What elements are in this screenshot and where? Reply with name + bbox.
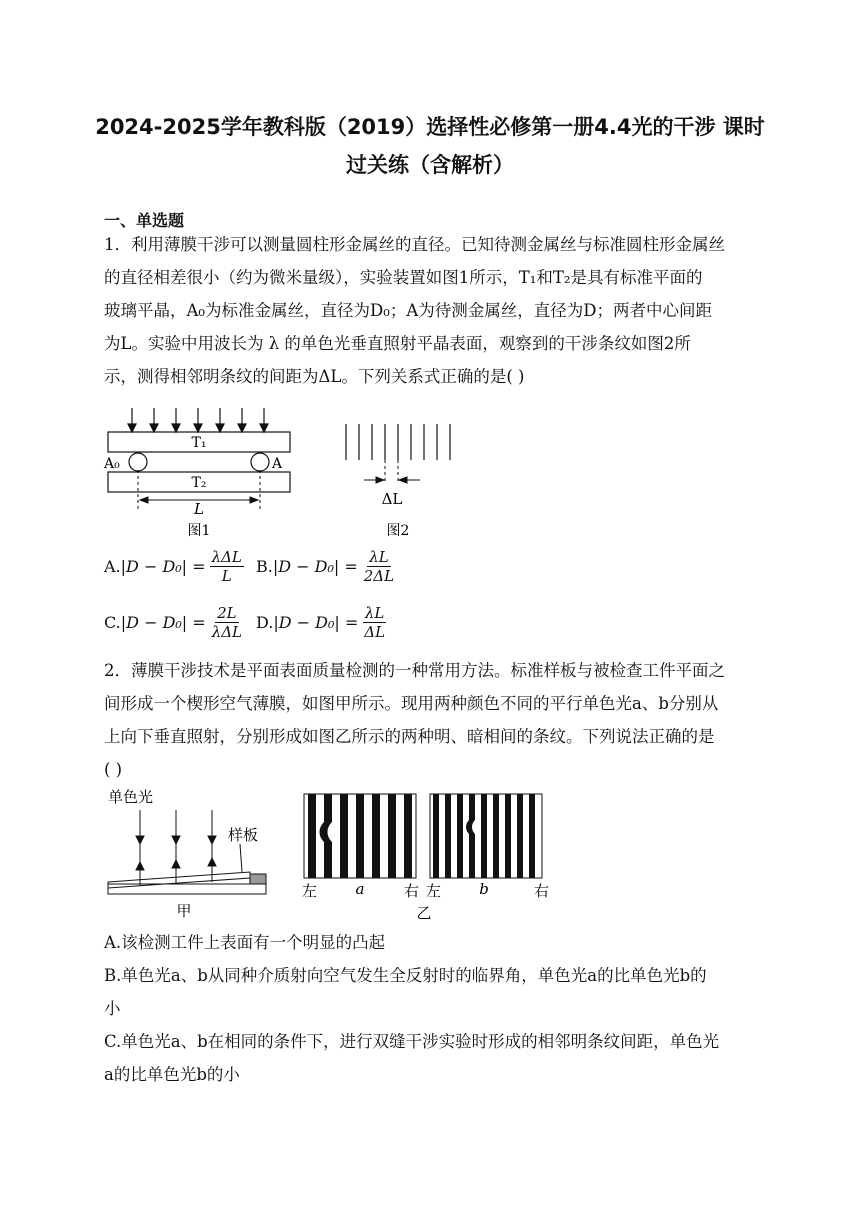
- label-left-a: 左: [302, 882, 318, 900]
- option-letter: B.: [256, 557, 273, 576]
- label-a: a: [355, 880, 365, 898]
- workpiece: [108, 884, 266, 894]
- q2-line: 间形成一个楔形空气薄膜，如图甲所示。现用两种颜色不同的平行单色光a、b分别从: [104, 694, 719, 713]
- q2-option-b-cont: 小: [104, 999, 121, 1018]
- q2-line: ( ): [104, 760, 123, 779]
- q2-option-c[interactable]: C.单色光a、b在相同的条件下，进行双缝干涉实验时形成的相邻明条纹间距，单色光: [104, 1032, 720, 1051]
- fringe-lines: [346, 424, 450, 460]
- q1-option-d[interactable]: [256, 604, 387, 641]
- label-sample-plate: 样板: [228, 826, 259, 844]
- label-a0: A₀: [104, 456, 120, 472]
- q2-option-c-cont: a的比单色光b的小: [104, 1065, 240, 1084]
- option-fraction: [362, 548, 396, 585]
- spacing-arrows: [364, 477, 420, 483]
- figure-1-diagram: [100, 402, 300, 542]
- q1-line: 为L。实验中用波长为 λ 的单色光垂直照射平晶表面，观察到的干涉条纹如图2所: [104, 334, 691, 353]
- option-lhs: |D − D₀| =: [120, 613, 206, 632]
- option-fraction: [210, 604, 244, 641]
- q1-option-a[interactable]: [104, 548, 244, 585]
- incident-light-arrows: [128, 408, 268, 432]
- section-heading: 一、单选题: [104, 211, 185, 230]
- spacer: [250, 874, 266, 884]
- fraction-numerator: λL: [369, 548, 389, 566]
- label-delta-l: ΔL: [381, 490, 403, 508]
- light-arrows: [136, 810, 216, 886]
- figure-2-caption: 图2: [386, 523, 410, 539]
- q1-option-c[interactable]: [104, 604, 244, 641]
- label-a: A: [272, 456, 283, 472]
- fraction-denominator: ΔL: [364, 623, 386, 641]
- title-line-2: 过关练（含解析）: [346, 153, 514, 177]
- q1-line: 玻璃平晶，A₀为标准金属丝，直径为D₀；A为待测金属丝，直径为D；两者中心间距: [104, 301, 713, 320]
- question-2-text: [104, 654, 756, 786]
- wire-a0: [129, 453, 147, 471]
- sample-plate: [108, 872, 250, 888]
- label-right-a: 右: [404, 882, 420, 900]
- option-letter: A.: [104, 557, 121, 576]
- label-t1: T₁: [191, 435, 207, 451]
- q2-option-a[interactable]: A.该检测工件上表面有一个明显的凸起: [104, 933, 386, 952]
- wire-a: [251, 453, 269, 471]
- figure-1-caption: 图1: [187, 523, 211, 539]
- fraction-denominator: L: [221, 567, 232, 585]
- option-fraction: [210, 548, 244, 585]
- title-line-1: 2024-2025学年教科版（2019）选择性必修第一册4.4光的干涉 课时: [95, 115, 765, 139]
- q2-option-b[interactable]: B.单色光a、b从同种介质射向空气发生全反射时的临界角，单色光a的比单色光b的: [104, 966, 707, 985]
- label-l: L: [194, 500, 204, 518]
- fringes-b: [433, 794, 535, 878]
- q1-line: 的直径相差很小（约为微米量级），实验装置如图1所示，T₁和T₂是具有标准平面的: [104, 268, 703, 287]
- fraction-numerator: λΔL: [211, 548, 242, 566]
- q1-line: 1．利用薄膜干涉可以测量圆柱形金属丝的直径。已知待测金属丝与标准圆柱形金属丝: [104, 235, 725, 254]
- q2-options: [104, 926, 756, 1091]
- label-b: b: [479, 880, 489, 898]
- q2-line: 2．薄膜干涉技术是平面表面质量检测的一种常用方法。标准样板与被检查工件平面之: [104, 661, 725, 680]
- fraction-denominator: 2ΔL: [363, 567, 395, 585]
- fraction-denominator: λΔL: [211, 623, 242, 641]
- label-monochromatic-light: 单色光: [108, 788, 154, 806]
- q2-line: 上向下垂直照射，分别形成如图乙所示的两种明、暗相间的条纹。下列说法正确的是: [104, 727, 715, 746]
- fraction-numerator: 2L: [217, 604, 237, 622]
- q1-option-b[interactable]: [256, 548, 396, 585]
- option-letter: C.: [104, 613, 121, 632]
- plate-pointer: [240, 844, 242, 872]
- label-t2: T₂: [191, 475, 207, 491]
- option-lhs: |D − D₀| =: [120, 557, 206, 576]
- question-1-text: [104, 228, 756, 393]
- fraction-numerator: λL: [364, 604, 385, 622]
- figure-yi-fringes: [296, 790, 556, 922]
- figure-jia-wedge: [100, 784, 280, 922]
- figure-yi-caption: 乙: [416, 904, 432, 922]
- label-right-b: 右: [534, 882, 550, 900]
- figure-2-fringes: [338, 420, 468, 542]
- option-letter: D.: [256, 613, 274, 632]
- figure-jia-caption: 甲: [176, 902, 192, 920]
- option-fraction: [362, 604, 387, 641]
- document-title: [80, 108, 780, 184]
- q1-line: 示，测得相邻明条纹的间距为ΔL。下列关系式正确的是( ): [104, 367, 525, 386]
- label-left-b: 左: [426, 882, 442, 900]
- option-lhs: |D − D₀| =: [273, 613, 359, 632]
- option-lhs: |D − D₀| =: [272, 557, 358, 576]
